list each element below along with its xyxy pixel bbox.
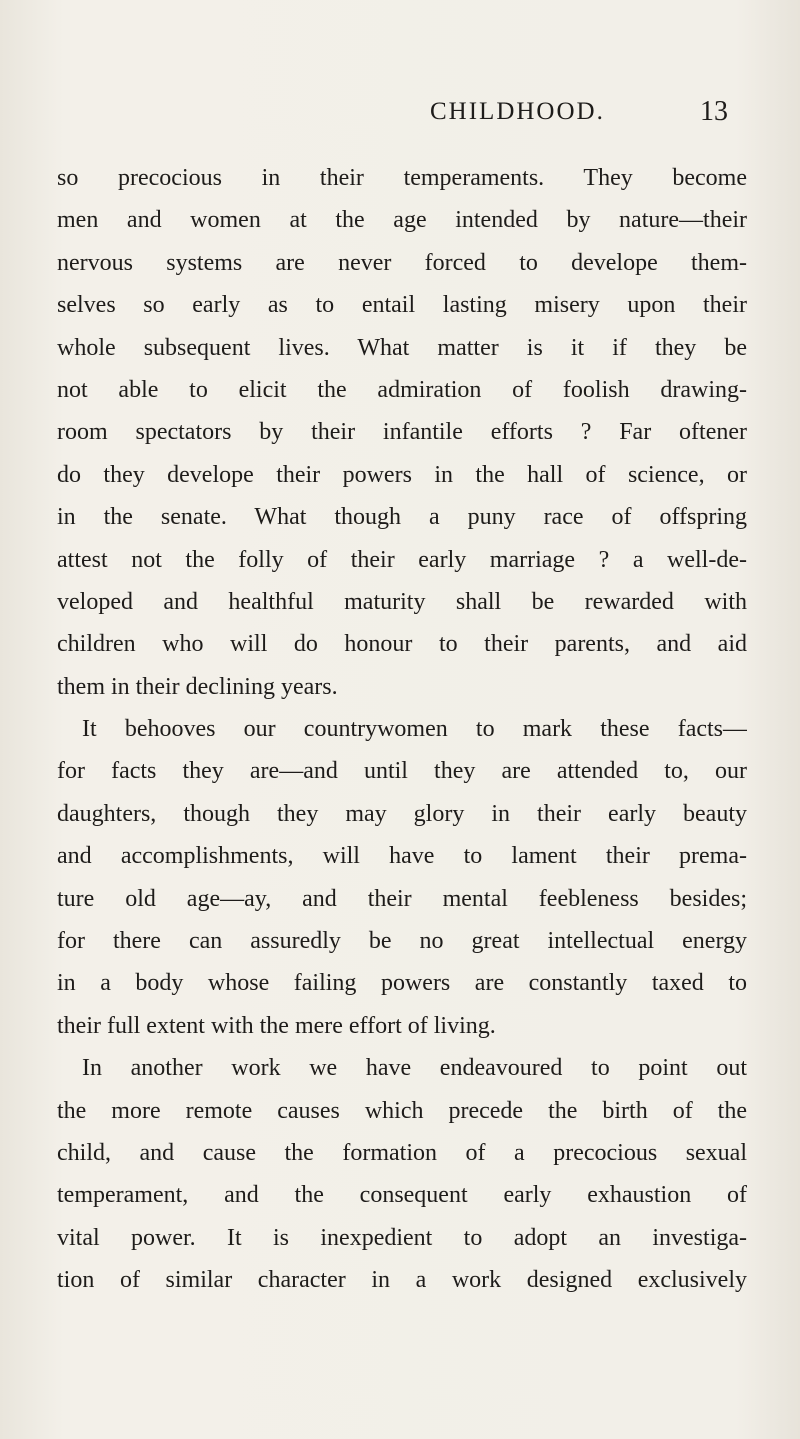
text-line: child, and cause the formation of a precocious sexual	[57, 1139, 747, 1166]
text-line: do they develope their powers in the hall of science, or	[57, 461, 747, 488]
text-line: In another work we have endeavoured to point out	[82, 1055, 747, 1082]
text-line: ture old age—ay, and their mental feebleness besides;	[57, 885, 747, 912]
text-line: temperament, and the consequent early exhaustion of	[57, 1182, 747, 1209]
text-line: for facts they are—and until they are attended to, our	[57, 758, 747, 785]
text-line: veloped and healthful maturity shall be rewarded with	[57, 588, 747, 615]
text-line: selves so early as to entail lasting misery upon their	[57, 292, 747, 319]
text-line: and accomplishments, will have to lament their prema-	[57, 843, 747, 870]
text-line: the more remote causes which precede the birth of the	[57, 1097, 747, 1124]
text-line: daughters, though they may glory in their early beauty	[57, 800, 747, 827]
text-line: vital power. It is inexpedient to adopt an investiga-	[57, 1224, 747, 1251]
running-title: CHILDHOOD.	[430, 98, 605, 125]
text-line: men and women at the age intended by nature—their	[57, 207, 747, 234]
text-line: in the senate. What though a puny race of offspring	[57, 504, 747, 531]
text-line: in a body whose failing powers are constantly taxed to	[57, 970, 747, 997]
text-line: whole subsequent lives. What matter is it if they be	[57, 334, 747, 361]
body-text	[57, 157, 747, 1302]
text-line: children who will do honour to their parents, and aid	[57, 631, 747, 658]
text-line: not able to elicit the admiration of foolish drawing-	[57, 376, 747, 403]
text-line: their full extent with the mere effort of living.	[57, 1012, 496, 1039]
text-line: It behooves our countrywomen to mark these facts—	[82, 716, 747, 743]
page-number: 13	[700, 96, 728, 127]
running-head	[0, 94, 800, 134]
text-line: so precocious in their temperaments. They become	[57, 165, 747, 191]
text-line: nervous systems are never forced to develope them-	[57, 249, 747, 276]
text-line: room spectators by their infantile efforts ? Far oftener	[57, 419, 747, 446]
text-line: tion of similar character in a work designed exclusively	[57, 1267, 747, 1294]
text-line: attest not the folly of their early marriage ? a well-de-	[57, 546, 747, 573]
text-line: for there can assuredly be no great intellectual energy	[57, 928, 747, 955]
text-line: them in their declining years.	[57, 673, 338, 700]
